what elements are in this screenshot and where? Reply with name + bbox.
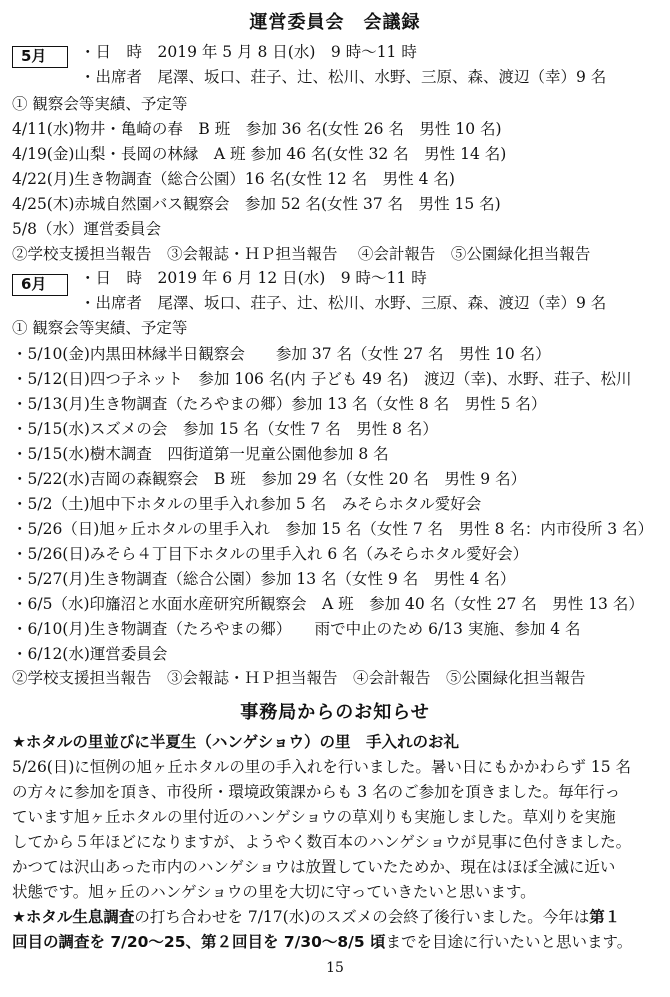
notice-survey-text: の打ち合わせを 7/17(水)のスズメの会終了後行いました。今年は: [134, 908, 590, 926]
notice-survey-text: までを目途に行いたいと思います。: [385, 933, 633, 951]
june-item: ・5/27(月)生き物調査（総合公園）参加 13 名（女性 9 名 男性 4 名）: [12, 570, 516, 588]
june-item: ・5/2（土)旭中下ホタルの里手入れ参加 5 名 みそらホタル愛好会: [12, 495, 482, 513]
june-heading: ① 観察会等実績、予定等: [12, 319, 188, 337]
may-item: 4/25(木)赤城自然園バス観察会 参加 52 名(女性 37 名 男性 15 名): [12, 195, 501, 213]
notice-title: 事務局からのお知らせ: [240, 702, 430, 723]
may-heading: ① 観察会等実績、予定等: [12, 95, 188, 113]
may-attendees: ・出席者 尾澤、坂口、荘子、辻、松川、水野、三原、森、渡辺（幸）9 名: [80, 68, 607, 86]
june-item: ・5/22(水)吉岡の森観察会 B 班 参加 29 名（女性 20 名 男性 9 名）: [12, 470, 527, 488]
may-item: 5/8（水）運営委員会: [12, 220, 161, 238]
june-item: ・6/10(月)生き物調査（たろやまの郷） 雨で中止のため 6/13 実施、参加 4 名: [12, 620, 581, 638]
notice-survey-line-1: [12, 907, 620, 927]
june-item: ・5/12(日)四つ子ネット 参加 106 名(内 子ども 49 名) 渡辺（幸)、水野、荘子、松川: [12, 370, 632, 388]
may-item: 4/19(金)山梨・長岡の林縁 A 班 参加 46 名(女性 32 名 男性 14 名): [12, 145, 507, 163]
notice-paragraph-line: 状態です。旭ヶ丘のハンゲショウの里を大切に守っていきたいと思います。: [12, 883, 536, 901]
june-item: ・5/26(日)みそら４丁目下ホタルの里手入れ 6 名（みそらホタル愛好会）: [12, 545, 529, 563]
notice-survey-line-2: [12, 932, 632, 952]
notice-heading-firefly-survey: ★ホタル生息調査: [12, 908, 135, 926]
page-number: 15: [326, 960, 344, 976]
may-item: 4/22(月)生き物調査（総合公園）16 名(女性 12 名 男性 4 名): [12, 170, 455, 188]
may-item: 4/11(水)物井・亀崎の春 B 班 参加 36 名(女性 26 名 男性 10 名): [12, 120, 502, 138]
month-label-may: 5月: [12, 46, 68, 68]
notice-paragraph-line: ています旭ヶ丘ホタルの里付近のハンゲショウの草刈りも実施しました。草刈りを実施: [12, 808, 616, 826]
notice-survey-schedule: 回目の調査を 7/20～25、第２回目を 7/30～8/5 頃: [12, 933, 386, 951]
june-item: ・6/5（水)印旛沼と水面水産研究所観察会 A 班 参加 40 名（女性 27 名 男性 13 名）: [12, 595, 644, 613]
june-date: ・日 時 2019 年 6 月 12 日(水) 9 時～11 時: [80, 269, 427, 287]
june-item: ・6/12(水)運営委員会: [12, 645, 168, 663]
notice-paragraph-line: かつては沢山あった市内のハンゲショウは放置していたためか、現在はほぼ全滅に近い: [12, 858, 616, 876]
june-attendees: ・出席者 尾澤、坂口、荘子、辻、松川、水野、三原、森、渡辺（幸）9 名: [80, 294, 607, 312]
june-item: ・5/13(月)生き物調査（たろやまの郷）参加 13 名（女性 8 名 男性 5 名）: [12, 395, 547, 413]
notice-heading-firefly-thanks: ★ホタルの里並びに半夏生（ハンゲショウ）の里 手入れのお礼: [12, 733, 459, 751]
may-date: ・日 時 2019 年 5 月 8 日(水) 9 時～11 時: [80, 43, 417, 61]
month-label-june: 6月: [12, 274, 68, 296]
notice-paragraph-line: 5/26(日)に恒例の旭ヶ丘ホタルの里の手入れを行いました。暑い日にもかかわらず 15 名: [12, 758, 631, 776]
june-item: ・5/26（日)旭ヶ丘ホタルの里手入れ 参加 15 名（女性 7 名 男性 8 名：内市役所 3 名）: [12, 520, 654, 538]
page-title: 運営委員会 会議録: [249, 12, 421, 33]
june-reports: ②学校支援担当報告 ③会報誌・ＨＰ担当報告 ④会計報告 ⑤公園緑化担当報告: [12, 669, 586, 687]
notice-paragraph-line: の方々に参加を頂き、市役所・環境政策課からも 3 名のご参加を頂きました。毎年行っ: [12, 783, 621, 801]
may-reports: ②学校支援担当報告 ③会報誌・ＨＰ担当報告 ④会計報告 ⑤公園緑化担当報告: [12, 245, 591, 263]
june-item: ・5/10(金)内黒田林縁半日観察会 参加 37 名（女性 27 名 男性 10 名）: [12, 345, 551, 363]
notice-survey-bold: 第１: [589, 908, 621, 926]
june-item: ・5/15(水)樹木調査 四街道第一児童公園他参加 8 名: [12, 445, 389, 463]
june-item: ・5/15(水)スズメの会 参加 15 名（女性 7 名 男性 8 名）: [12, 420, 438, 438]
notice-paragraph-line: してから５年ほどになりますが、ようやく数百本のハンゲショウが見事に色付きました。: [12, 833, 632, 851]
